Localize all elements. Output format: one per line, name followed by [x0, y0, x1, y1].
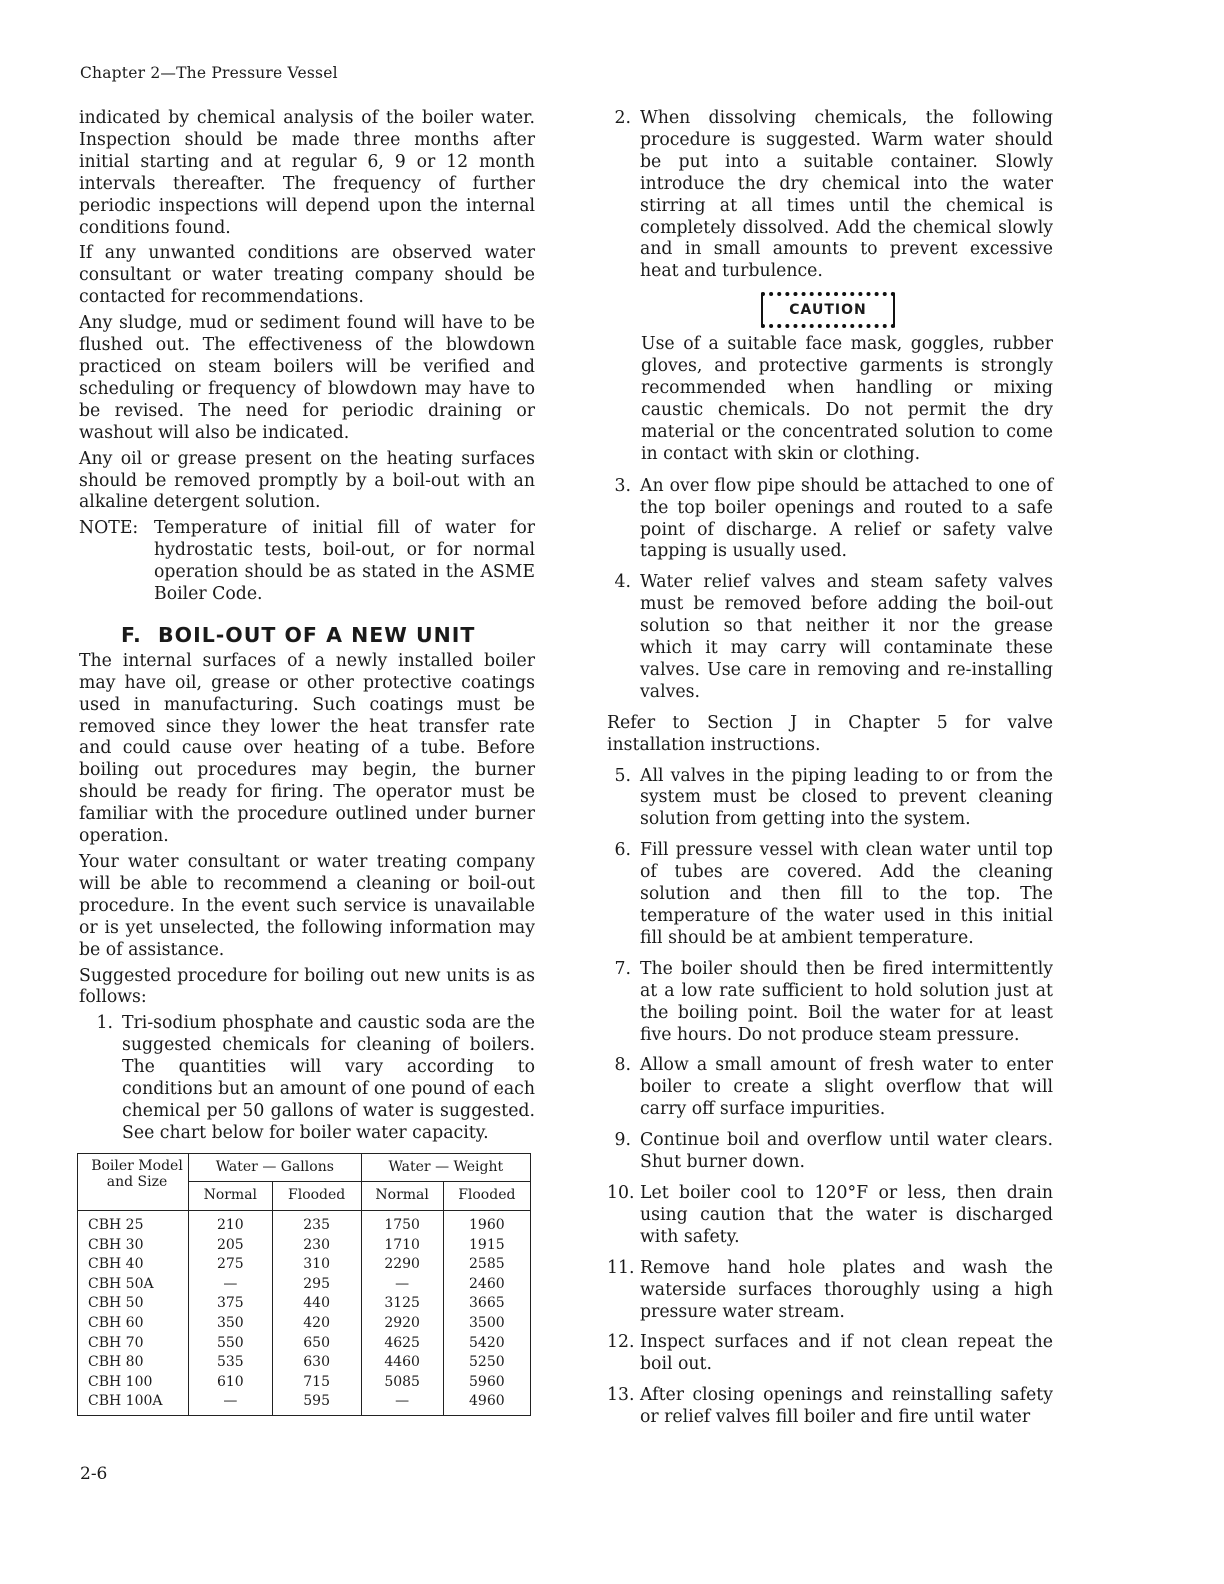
table-header-gallons: Water — Gallons	[189, 1153, 362, 1182]
table-cell: 5420	[469, 1334, 505, 1351]
table-cell: 1915	[469, 1236, 505, 1253]
page-header: Chapter 2—The Pressure Vessel	[80, 64, 338, 82]
step-text: Let boiler cool to 120°F or less, then drain using caution that the water is discharged with safety.	[640, 1182, 1053, 1247]
step-number: 1.	[96, 1013, 113, 1034]
step-list	[607, 108, 1053, 283]
table-cell: 1710	[384, 1236, 420, 1253]
table-cell: CBH 100A	[88, 1393, 163, 1410]
table-subheader-normal: Normal	[361, 1182, 443, 1211]
list-item	[607, 959, 1053, 1047]
table-subheader-normal: Normal	[189, 1182, 273, 1211]
list-item	[607, 572, 1053, 703]
table-cell: 630	[303, 1354, 330, 1371]
table-cell: 5250	[469, 1354, 505, 1371]
table-cell: CBH 50A	[88, 1275, 154, 1292]
table-subheader-flooded: Flooded	[443, 1182, 530, 1211]
table-cell: CBH 30	[88, 1236, 144, 1253]
step-text: When dissolving chemicals, the following procedure is suggested. Warm water should be put into a suitable container. Slowly introduce the dry chemical into the water stirring at all times until the chemical is completely dissolved. Add the chemical slowly and in small amounts to prevent excessive heat and turbulence.	[640, 108, 1053, 282]
step-number: 11.	[607, 1257, 635, 1278]
paragraph: Any oil or grease present on the heating surfaces should be removed promptly by a boil-out with an alkaline detergent solution.	[79, 448, 535, 513]
step-number: 5.	[614, 765, 631, 786]
step-text: Inspect surfaces and if not clean repeat the boil out.	[640, 1332, 1053, 1375]
table-cell: CBH 70	[88, 1334, 144, 1351]
table-cell: CBH 40	[88, 1256, 144, 1273]
table-header-weight: Water — Weight	[361, 1153, 530, 1182]
step-text: All valves in the piping leading to or from the system must be closed to prevent cleaning solution from getting into the system.	[640, 765, 1053, 830]
caution-text: Use of a suitable face mask, goggles, rubber gloves, and protective garments is strongly recommended when handling or mixing caustic chemicals. Do not permit the dry material or the concentrated solution to come in contact with skin or clothing.	[641, 334, 1053, 464]
step-text: Tri-sodium phosphate and caustic soda are the suggested chemicals for cleaning of boilers. The quantities will vary according to conditions but an amount of one pound of each chemical per 50 gallons of water is suggested. See chart below for boiler water capacity.	[122, 1013, 535, 1143]
table-cell: 375	[216, 1295, 244, 1312]
list-item	[607, 1183, 1053, 1249]
table-cell: 2920	[384, 1314, 420, 1331]
list-item	[607, 476, 1053, 564]
table-cell: 550	[216, 1334, 244, 1351]
table-cell: CBH 100	[88, 1373, 153, 1390]
step-list	[79, 1013, 535, 1144]
table-cell: 210	[216, 1216, 244, 1233]
table-cell: 2585	[469, 1256, 505, 1273]
table-cell: 4960	[469, 1393, 505, 1410]
table-header-model: Boiler Model and Size	[78, 1153, 189, 1210]
table-cell: CBH 50	[88, 1295, 144, 1312]
caution-label: CAUTION	[761, 292, 895, 328]
table-cell: 2290	[384, 1256, 420, 1273]
paragraph: Your water consultant or water treating company will be able to recommend a cleaning or boil-out procedure. In the event such service is unavailable or is yet unselected, the following information may be of assistance.	[79, 852, 535, 960]
table-cell: 5085	[384, 1373, 420, 1390]
paragraph: The internal surfaces of a newly installed boiler may have oil, grease or other protective coatings used in manufacturing. Such coatings must be removed since they lower the heat transfer rate and could cause over heating of a tube. Before boiling out procedures may begin, the burner should be ready for firing. The operator must be familiar with the procedure outlined under burner operation.	[79, 650, 535, 847]
step-text: Continue boil and overflow until water clears. Shut burner down.	[640, 1130, 1053, 1173]
table-cell: 715	[303, 1373, 330, 1390]
paragraph: Suggested procedure for boiling out new units is as follows:	[79, 965, 535, 1008]
step-text: The boiler should then be fired intermittently at a low rate sufficient to hold solution just at the boiling point. Boil the water for at least five hours. Do not produce steam pressure.	[640, 958, 1053, 1045]
table-body-row	[78, 1210, 531, 1415]
table-cell-weight-normal	[361, 1210, 443, 1415]
boiler-capacity-table	[77, 1153, 531, 1416]
list-item	[607, 1385, 1053, 1429]
table-cell: 420	[303, 1314, 330, 1331]
table-cell: 1750	[384, 1216, 420, 1233]
table-cell-weight-flooded	[443, 1210, 530, 1415]
list-item	[607, 1332, 1053, 1376]
table-cell: 235	[303, 1216, 330, 1233]
note	[79, 518, 535, 606]
step-number: 13.	[607, 1385, 635, 1406]
table-cell: 1960	[469, 1216, 505, 1233]
table-cell: —	[395, 1393, 410, 1410]
table-cell: 275	[216, 1256, 244, 1273]
step-text: After closing openings and reinstalling safety or relief valves fill boiler and fire until water	[640, 1385, 1053, 1428]
list-item	[607, 1055, 1053, 1121]
step-number: 3.	[614, 475, 631, 496]
paragraph: If any unwanted conditions are observed water consultant or water treating company should be contacted for recommendations.	[79, 243, 535, 308]
table-cell: 205	[216, 1236, 244, 1253]
table-cell: —	[223, 1393, 238, 1410]
step-number: 4.	[614, 572, 631, 593]
table-cell: 310	[303, 1256, 330, 1273]
paragraph: Any sludge, mud or sediment found will have to be flushed out. The effectiveness of the blowdown practiced on steam boilers will be verified and scheduling or frequency of blowdown may have to be revised. The need for periodic draining or washout will also be indicated.	[79, 313, 535, 443]
table-cell: 2460	[469, 1275, 505, 1292]
table-cell: 350	[216, 1314, 244, 1331]
section-heading: F. BOIL-OUT OF A NEW UNIT	[121, 622, 476, 647]
list-item	[79, 1013, 535, 1144]
step-number: 2.	[614, 108, 631, 128]
page-number: 2-6	[80, 1464, 108, 1484]
caution-banner	[761, 292, 1053, 328]
table-cell: 230	[303, 1236, 330, 1253]
list-item	[607, 108, 1053, 283]
table-cell: 4460	[384, 1354, 420, 1371]
table-cell-models	[78, 1210, 189, 1415]
right-column	[607, 108, 1053, 1438]
table-cell-gallons-normal	[189, 1210, 273, 1415]
step-list	[607, 476, 1053, 704]
table-cell: CBH 60	[88, 1314, 144, 1331]
table-cell: 5960	[469, 1373, 505, 1390]
table-cell: —	[223, 1275, 238, 1292]
table-cell: 3665	[469, 1295, 505, 1312]
list-item	[607, 840, 1053, 950]
left-column	[79, 108, 535, 1416]
table-cell: 295	[303, 1275, 330, 1292]
step-number: 8.	[614, 1055, 631, 1076]
step-text: Remove hand hole plates and wash the waterside surfaces thoroughly using a high pressure water stream.	[640, 1257, 1053, 1322]
step-number: 6.	[614, 840, 631, 861]
table-subheader-flooded: Flooded	[272, 1182, 361, 1211]
table-cell: CBH 80	[88, 1354, 144, 1371]
step-text: An over flow pipe should be attached to one of the top boiler openings and routed to a safe point of discharge. A relief or safety valve tapping is usually used.	[640, 475, 1053, 562]
note-label: NOTE:	[79, 518, 139, 539]
list-item	[607, 766, 1053, 832]
table-cell: 3125	[384, 1295, 420, 1312]
table-cell: 3500	[469, 1314, 505, 1331]
list-item	[607, 1258, 1053, 1324]
table-cell: 4625	[384, 1334, 420, 1351]
step-text: Fill pressure vessel with clean water until top of tubes are covered. Add the cleaning solution and then fill to the top. The temperature of the water used in this initial fill should be at ambient temperature.	[640, 840, 1053, 948]
table-cell: 440	[303, 1295, 330, 1312]
step-number: 7.	[614, 958, 631, 979]
table-cell: 650	[303, 1334, 330, 1351]
paragraph: Refer to Section J in Chapter 5 for valve installation instructions.	[607, 712, 1053, 755]
table-cell: 535	[216, 1354, 244, 1371]
note-text: Temperature of initial fill of water for hydrostatic tests, boil-out, or for normal operation should be as stated in the ASME Boiler Code.	[154, 518, 535, 605]
step-text: Water relief valves and steam safety valves must be removed before adding the boil-out solution so that neither it nor the grease which it may carry will contaminate these valves. Use care in removing and re-installing valves.	[640, 572, 1053, 702]
table-cell: 610	[216, 1373, 244, 1390]
step-number: 10.	[607, 1182, 635, 1203]
step-text: Allow a small amount of fresh water to enter boiler to create a slight overflow that will carry off surface impurities.	[640, 1055, 1053, 1120]
step-list	[607, 766, 1053, 1429]
table-cell-gallons-flooded	[272, 1210, 361, 1415]
step-number: 12.	[607, 1332, 635, 1353]
list-item	[607, 1130, 1053, 1174]
table-cell: CBH 25	[88, 1216, 144, 1233]
step-number: 9.	[614, 1130, 631, 1151]
table-cell: —	[395, 1275, 410, 1292]
paragraph: indicated by chemical analysis of the boiler water. Inspection should be made three months after initial starting and at regular 6, 9 or 12 month intervals thereafter. The frequency of further periodic inspections will depend upon the internal conditions found.	[79, 108, 535, 238]
table-cell: 595	[303, 1393, 330, 1410]
